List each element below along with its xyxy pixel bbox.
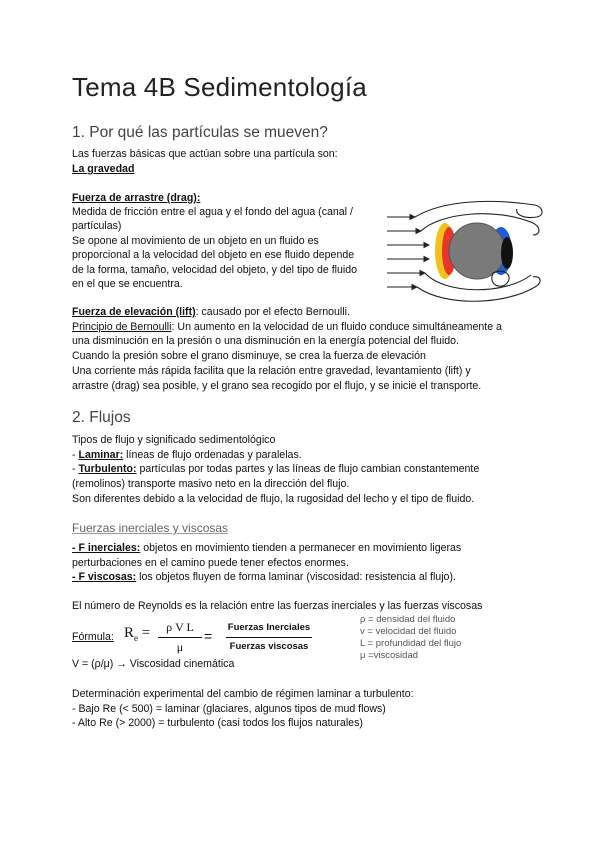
flow-types-intro: Tipos de flujo y significado sedimentológico xyxy=(72,434,276,446)
det-line-2: - Bajo Re (< 500) = laminar (glaciares, algunos tipos de mud flows) xyxy=(72,703,386,715)
section-1-heading: 1. Por qué las partículas se mueven? xyxy=(72,124,328,141)
inertial-rest: objetos en movimiento tienden a permanecer en movimiento ligeras xyxy=(140,542,462,554)
viscous-label: - F viscosas: xyxy=(72,571,137,583)
turbulent-rest: partículas por todas partes y las líneas de flujo cambian constantemente xyxy=(136,463,480,475)
formula-denominator: μ xyxy=(176,640,184,654)
formula-legend xyxy=(360,614,461,662)
wake-black xyxy=(501,237,513,269)
inertial-line-2: perturbaciones en el camino puede tener efectos enormes. xyxy=(72,557,349,569)
forces-subheading: Fuerzas inerciales y viscosas xyxy=(72,521,229,535)
bernoulli-line xyxy=(72,320,502,335)
formula-bar-1 xyxy=(158,637,202,638)
laminar-rest: líneas de flujo ordenadas y paralelas. xyxy=(123,449,302,461)
det-line-1: Determinación experimental del cambio de régimen laminar a turbulento: xyxy=(72,688,414,700)
det-line-3: - Alto Re (> 2000) = turbulento (casi todos los flujos naturales) xyxy=(72,717,363,729)
formula-label: Fórmula: xyxy=(72,631,114,643)
lift-title: Fuerza de elevación (lift) xyxy=(72,306,196,318)
formula-bar-2 xyxy=(226,637,312,638)
drag-line-4: proporcional a la velocidad del objeto en ese fluido depende xyxy=(72,249,355,261)
drag-line-5: de la forma, tamaño, velocidad del objeto, y del tipo de fluido xyxy=(72,264,358,276)
drag-line-2: partículas) xyxy=(72,220,122,232)
lift-rest: : causado por el efecto Bernoulli. xyxy=(195,306,350,318)
legend-rho: ρ = densidad del fluido xyxy=(360,614,456,625)
gravity-label: La gravedad xyxy=(72,163,135,175)
laminar-label: Laminar: xyxy=(78,449,124,461)
viscous-rest: los objetos fluyen de forma laminar (viscosidad: resistencia al flujo). xyxy=(136,571,456,583)
page-title: Tema 4B Sedimentología xyxy=(72,72,367,102)
turbulent-label: Turbulento: xyxy=(78,463,137,475)
drag-line-3: Se opone al movimiento de un objeto en un fluido es xyxy=(72,235,319,247)
turbulent-line-2: (remolinos) transporte masivo neto en la dirección del flujo. xyxy=(72,478,350,490)
lift-line xyxy=(72,305,350,320)
legend-l: L = profundidad del flujo xyxy=(360,638,462,649)
legend-v: v = velocidad del fluido xyxy=(360,626,457,637)
section-2-heading: 2. Flujos xyxy=(72,409,131,426)
lift-line-2: Cuando la presión sobre el grano disminuye, se crea la fuerza de elevación xyxy=(72,350,426,362)
legend-mu: μ =viscosidad xyxy=(360,650,419,661)
drag-title: Fuerza de arrastre (drag): xyxy=(72,192,201,204)
formula-r: R xyxy=(124,625,135,641)
formula-lhs: $R_e$ = xyxy=(124,625,151,643)
lift-line-1: una disminución en la presión o una disminución en la energía potencial del fluido. xyxy=(72,335,459,347)
drag-line-6: en el que se encuentra. xyxy=(72,278,183,290)
difference-line: Son diferentes debido a la velocidad de flujo, la rugosidad del lecho y el tipo de fluido. xyxy=(72,493,475,505)
inertial-label: - F inerciales: xyxy=(72,542,141,554)
formula-num-text: Fuerzas Inerciales xyxy=(227,622,311,633)
turbulent-line: - Turbulento: partículas por todas partes y las líneas de flujo cambian constantemente xyxy=(72,463,480,475)
lift-line-3: Una corriente más rápida facilita que la relación entre gravedad, levantamiento (lift) y xyxy=(72,365,471,377)
reynolds-line: El número de Reynolds es la relación entre las fuerzas inerciales y las fuerzas viscosas xyxy=(72,600,483,612)
bernoulli-rest: : Un aumento en la velocidad de un fluido conduce simultáneamente a xyxy=(171,321,502,333)
lift-line-4: arrastre (drag) sea posible, y el grano sea recogido por el flujo, y se inicie el transporte. xyxy=(72,380,482,392)
formula-sub: e xyxy=(134,633,139,643)
grain-circle xyxy=(449,223,505,279)
drag-line-1: Medida de fricción entre el agua y el fondo del agua (canal / xyxy=(72,206,353,218)
forces-intro: Las fuerzas básicas que actúan sobre una partícula son: xyxy=(72,148,338,160)
bernoulli-label: Principio de Bernoulli xyxy=(72,321,172,333)
formula-numerator: ρ V L xyxy=(166,620,194,634)
laminar-line: - Laminar: líneas de flujo ordenadas y paralelas. xyxy=(72,449,302,461)
inertial-line xyxy=(72,541,461,556)
kinematic-line: V = (ρ/μ) → Viscosidad cinemática xyxy=(72,658,235,670)
viscous-line xyxy=(72,570,456,585)
formula-equals: = xyxy=(204,628,213,644)
formula-den-text: Fuerzas viscosas xyxy=(229,641,309,652)
drag-flow-diagram xyxy=(385,195,545,305)
